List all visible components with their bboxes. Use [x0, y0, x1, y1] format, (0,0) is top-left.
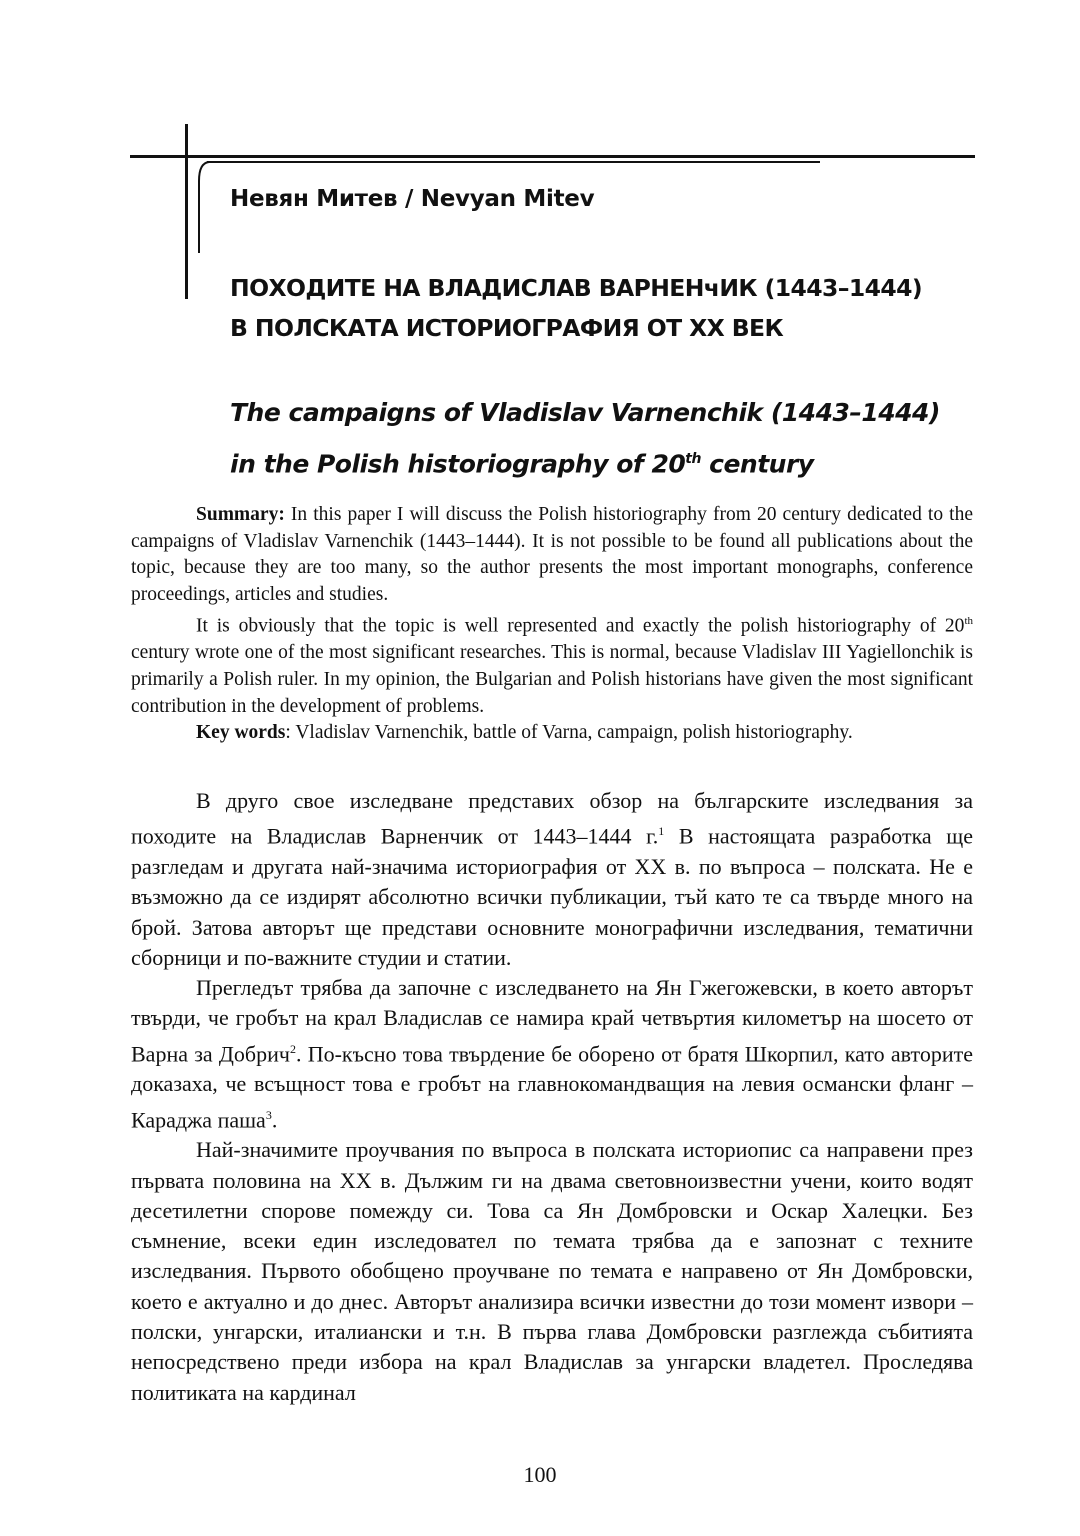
english-title-line-2: [230, 436, 1030, 487]
keywords-paragraph: [131, 720, 973, 747]
english-title-line-1: The campaigns of Vladislav Varnenchik (1443–1444): [230, 398, 940, 427]
footnote-ref-1[interactable]: 1: [658, 824, 665, 839]
paper-title: [230, 268, 1030, 348]
keywords-label: Key words: [196, 722, 286, 744]
summary-paragraph-2: [131, 608, 973, 720]
header-rule-vertical: [185, 124, 188, 299]
body-text: [131, 786, 973, 1408]
paper-title-line-1: ПОХОДИТЕ НА ВЛАДИСЛАВ ВАРНЕНчИК (1443–1444): [230, 274, 923, 302]
paper-title-line-2: В ПОЛСКАТА ИСТОРИОГРАФИЯ ОТ XX ВЕК: [230, 314, 784, 342]
summary-section: [131, 502, 973, 747]
english-title: [230, 390, 1030, 487]
summary-text-2a: It is obviously that the topic is well represented and exactly the polish historiography of 20: [196, 615, 965, 637]
english-title-line-2-text: in the Polish historiography of 20: [230, 449, 686, 479]
footnote-ref-2[interactable]: 2: [289, 1041, 296, 1056]
summary-paragraph: [131, 502, 973, 608]
english-title-line-2-end: century: [700, 449, 814, 479]
body-paragraph-2: [131, 973, 973, 1135]
body-paragraph-3: Най-значимите проучвания по въпроса в полската историопис са направени през първата половина на XX в. Дължим ги на двама световноизвестни учени, които водят десетилетни спорове помежду си. Това са Ян Домбровски и Оскар Халецки. Без съмнение, всеки един изследовател по темата трябва да е запознат с техните изследвания. Първото обобщено проучване по темата е направено от Ян Домбровски, което е актуално и до днес. Авторът анализира всички известни до този момент извори – полски, унгарски, италиански и т.н. В първа глава Домбровски разглежда събитията непосредствено преди избора на крал Владислав за унгарски владетел. Проследява политиката на кардинал: [131, 1137, 973, 1405]
summary-text-2b: century wrote one of the most significant researches. This is normal, because Vladislav III Yagiellonchik is primarily a Polish ruler. In my opinion, the Bulgarian and Polish historians have given the most significant contribution in the development of problems.: [131, 642, 973, 717]
summary-text: In this paper I will discuss the Polish historiography from 20 century dedicated to the campaigns of Vladislav Varnenchik (1443–1444). It is not possible to be found all publications about the topic, because they are too many, so the author presents the most important monographs, conference proceedings, articles and studies.: [131, 504, 973, 605]
keywords-text: : Vladislav Varnenchik, battle of Varna, campaign, polish historiography.: [285, 722, 853, 744]
body-paragraph-2-end: .: [271, 1106, 278, 1132]
header-rule-inner: [207, 161, 820, 163]
body-paragraph-1-text: В друго свое изследване представих обзор на българските изследвания за походите на Владислав Варненчик от 1443–1444 г.: [131, 788, 973, 849]
english-title-superscript: th: [685, 451, 701, 467]
page-number: 100: [523, 1462, 557, 1487]
body-paragraph-1: [131, 786, 973, 973]
author-name: Невян Митев / Nevyan Mitev: [230, 186, 595, 212]
body-paragraph-2-text: Прегледът трябва да започне с изследването на Ян Гжегожевски, в което авторът твърди, че гробът на крал Владислав се намира край четвъртия километър на шосето от Варна за Добрич: [131, 975, 973, 1067]
body-paragraph-1-rest: В настоящата разработка ще разгледам и другата най-значима историография от XX в. по въпроса – полската. Не е възможно да се издирят абсолютно всички публикации, тъй като те са твърде много на брой. Затова авторът ще представи основните монографични изследвания, тематични сборници и по-важните студии и статии.: [131, 823, 973, 970]
header-rule-horizontal: [130, 155, 975, 158]
body-paragraph-2-mid: . По-късно това твърдение бе оборено от братя Шкорпил, като авторите доказаха, че всъщност това е гробът на главнокомандващия на левия османски фланг – Караджа паша: [131, 1041, 973, 1132]
summary-label: Summary:: [196, 504, 285, 525]
summary-superscript: th: [964, 615, 973, 628]
footnote-ref-3[interactable]: 3: [265, 1107, 272, 1122]
header-rule-curve: [195, 159, 211, 255]
